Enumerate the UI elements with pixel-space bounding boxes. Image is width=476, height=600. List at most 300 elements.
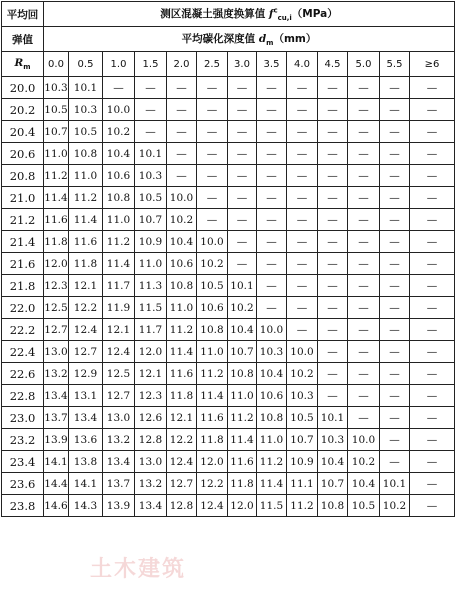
- strength-value-cell: 13.2: [103, 429, 135, 451]
- strength-value-cell: —: [410, 451, 455, 473]
- depth-header: [44, 27, 455, 52]
- strength-value-cell: —: [167, 121, 197, 143]
- strength-value-cell: 11.6: [44, 209, 69, 231]
- strength-value-cell: 12.0: [44, 253, 69, 275]
- strength-value-cell: 13.6: [69, 429, 103, 451]
- strength-value-cell: 11.5: [257, 495, 287, 517]
- strength-value-cell: 12.1: [135, 363, 167, 385]
- strength-value-cell: —: [410, 143, 455, 165]
- strength-value-cell: —: [197, 165, 228, 187]
- strength-value-cell: 10.3: [44, 77, 69, 99]
- strength-value-cell: —: [103, 77, 135, 99]
- strength-value-cell: —: [257, 143, 287, 165]
- depth-column-header: 1.5: [135, 52, 167, 77]
- strength-value-cell: —: [257, 99, 287, 121]
- strength-value-cell: —: [410, 165, 455, 187]
- strength-value-cell: —: [135, 99, 167, 121]
- strength-value-cell: 12.1: [103, 319, 135, 341]
- strength-value-cell: —: [228, 143, 257, 165]
- strength-value-cell: 13.8: [69, 451, 103, 473]
- strength-value-cell: 12.8: [167, 495, 197, 517]
- strength-value-cell: —: [318, 231, 348, 253]
- strength-value-cell: —: [410, 231, 455, 253]
- table-row: [2, 495, 455, 517]
- strength-value-cell: 11.4: [103, 253, 135, 275]
- strength-value-cell: 13.9: [44, 429, 69, 451]
- rebound-value-cell: 21.6: [2, 253, 44, 275]
- strength-value-cell: —: [318, 143, 348, 165]
- strength-value-cell: 10.2: [228, 297, 257, 319]
- strength-value-cell: —: [380, 275, 410, 297]
- table-row: [2, 165, 455, 187]
- strength-value-cell: 11.2: [257, 451, 287, 473]
- strength-value-cell: 10.5: [197, 275, 228, 297]
- strength-value-cell: 11.5: [135, 297, 167, 319]
- strength-value-cell: —: [287, 143, 318, 165]
- strength-value-cell: —: [318, 385, 348, 407]
- strength-value-cell: —: [380, 429, 410, 451]
- table-row: [2, 297, 455, 319]
- strength-value-cell: 10.5: [287, 407, 318, 429]
- strength-value-cell: 10.3: [69, 99, 103, 121]
- strength-value-cell: 10.6: [257, 385, 287, 407]
- strength-value-cell: 11.2: [44, 165, 69, 187]
- depth-column-header: 2.5: [197, 52, 228, 77]
- strength-value-cell: —: [318, 99, 348, 121]
- strength-value-cell: 11.0: [197, 341, 228, 363]
- strength-value-cell: 10.8: [69, 143, 103, 165]
- strength-value-cell: 11.6: [167, 363, 197, 385]
- strength-value-cell: 10.1: [228, 275, 257, 297]
- strength-value-cell: 12.4: [103, 341, 135, 363]
- strength-value-cell: —: [318, 187, 348, 209]
- rebound-value-cell: 21.4: [2, 231, 44, 253]
- rebound-value-cell: 23.4: [2, 451, 44, 473]
- strength-value-cell: —: [348, 341, 380, 363]
- strength-value-cell: 11.0: [228, 385, 257, 407]
- rebound-value-cell: 23.8: [2, 495, 44, 517]
- strength-value-cell: —: [197, 209, 228, 231]
- strength-value-cell: —: [257, 275, 287, 297]
- strength-value-cell: —: [318, 341, 348, 363]
- strength-value-cell: 11.2: [228, 407, 257, 429]
- strength-value-cell: 11.7: [103, 275, 135, 297]
- strength-value-cell: 10.4: [103, 143, 135, 165]
- strength-value-cell: —: [410, 187, 455, 209]
- strength-value-cell: 10.7: [318, 473, 348, 495]
- strength-value-cell: 12.3: [44, 275, 69, 297]
- strength-value-cell: —: [410, 495, 455, 517]
- strength-value-cell: —: [410, 407, 455, 429]
- strength-value-cell: 13.7: [103, 473, 135, 495]
- depth-unit: （mm）: [273, 32, 317, 45]
- strength-value-cell: 12.5: [44, 297, 69, 319]
- strength-value-cell: —: [257, 165, 287, 187]
- strength-value-cell: —: [348, 297, 380, 319]
- strength-value-cell: —: [318, 319, 348, 341]
- strength-value-cell: —: [318, 77, 348, 99]
- strength-value-cell: 11.4: [197, 385, 228, 407]
- table-row: [2, 209, 455, 231]
- strength-value-cell: 13.2: [44, 363, 69, 385]
- strength-value-cell: 10.8: [257, 407, 287, 429]
- table-row: [2, 143, 455, 165]
- strength-value-cell: 10.3: [135, 165, 167, 187]
- depth-column-header: 5.5: [380, 52, 410, 77]
- strength-value-cell: 10.0: [197, 231, 228, 253]
- depth-column-header: 0.5: [69, 52, 103, 77]
- table-row: [2, 275, 455, 297]
- strength-value-cell: 10.8: [197, 319, 228, 341]
- strength-sub: cu,i: [277, 14, 292, 23]
- table-row: [2, 121, 455, 143]
- strength-value-cell: —: [348, 253, 380, 275]
- rebound-value-cell: 22.8: [2, 385, 44, 407]
- strength-value-cell: —: [287, 121, 318, 143]
- strength-header: [44, 2, 455, 27]
- strength-value-cell: 11.4: [228, 429, 257, 451]
- table-row: [2, 253, 455, 275]
- strength-value-cell: —: [167, 99, 197, 121]
- strength-value-cell: 11.2: [103, 231, 135, 253]
- row-label-header-line2: 弹值: [2, 27, 44, 52]
- strength-value-cell: 11.8: [197, 429, 228, 451]
- strength-value-cell: —: [257, 253, 287, 275]
- strength-value-cell: 10.2: [348, 451, 380, 473]
- strength-value-cell: —: [410, 121, 455, 143]
- strength-value-cell: —: [348, 143, 380, 165]
- strength-value-cell: 14.4: [44, 473, 69, 495]
- table-row: [2, 341, 455, 363]
- rebound-value-cell: 22.2: [2, 319, 44, 341]
- strength-value-cell: —: [318, 363, 348, 385]
- table-row: [2, 319, 455, 341]
- strength-value-cell: —: [410, 341, 455, 363]
- strength-value-cell: —: [135, 77, 167, 99]
- strength-value-cell: 11.8: [44, 231, 69, 253]
- strength-value-cell: 11.4: [69, 209, 103, 231]
- strength-value-cell: —: [380, 385, 410, 407]
- rebound-value-cell: 21.2: [2, 209, 44, 231]
- rebound-value-cell: 22.0: [2, 297, 44, 319]
- strength-value-cell: —: [380, 209, 410, 231]
- table-row: [2, 363, 455, 385]
- depth-title: 平均碳化深度值: [181, 32, 256, 45]
- strength-value-cell: 11.6: [69, 231, 103, 253]
- strength-value-cell: 14.1: [44, 451, 69, 473]
- strength-value-cell: 12.8: [135, 429, 167, 451]
- strength-value-cell: —: [380, 363, 410, 385]
- strength-value-cell: —: [197, 143, 228, 165]
- strength-value-cell: 11.2: [287, 495, 318, 517]
- depth-column-header: 3.0: [228, 52, 257, 77]
- rm-sub: m: [23, 63, 31, 72]
- strength-value-cell: 10.7: [135, 209, 167, 231]
- strength-value-cell: 10.1: [69, 77, 103, 99]
- strength-value-cell: 10.2: [103, 121, 135, 143]
- strength-value-cell: 10.2: [380, 495, 410, 517]
- strength-value-cell: 10.0: [287, 341, 318, 363]
- strength-value-cell: —: [257, 297, 287, 319]
- strength-value-cell: —: [228, 77, 257, 99]
- table-row: [2, 385, 455, 407]
- strength-value-cell: —: [380, 121, 410, 143]
- rebound-value-cell: 22.4: [2, 341, 44, 363]
- strength-value-cell: —: [257, 187, 287, 209]
- table-row: [2, 231, 455, 253]
- strength-value-cell: 10.5: [69, 121, 103, 143]
- strength-value-cell: 10.0: [348, 429, 380, 451]
- strength-value-cell: —: [380, 143, 410, 165]
- depth-column-header: 1.0: [103, 52, 135, 77]
- strength-value-cell: 11.0: [69, 165, 103, 187]
- strength-value-cell: 10.4: [348, 473, 380, 495]
- watermark: 土木建筑: [90, 557, 187, 582]
- strength-value-cell: —: [380, 297, 410, 319]
- strength-value-cell: 13.9: [103, 495, 135, 517]
- strength-sup: c: [273, 6, 278, 15]
- strength-value-cell: 10.6: [103, 165, 135, 187]
- strength-value-cell: —: [318, 297, 348, 319]
- strength-value-cell: 13.7: [44, 407, 69, 429]
- strength-value-cell: 10.4: [228, 319, 257, 341]
- strength-value-cell: —: [228, 209, 257, 231]
- strength-symbol: f: [268, 7, 274, 20]
- strength-value-cell: —: [348, 275, 380, 297]
- strength-value-cell: —: [287, 231, 318, 253]
- strength-value-cell: 12.2: [167, 429, 197, 451]
- strength-value-cell: 12.5: [103, 363, 135, 385]
- table-row: [2, 429, 455, 451]
- rebound-value-cell: 20.2: [2, 99, 44, 121]
- strength-value-cell: —: [348, 121, 380, 143]
- strength-value-cell: —: [287, 165, 318, 187]
- rebound-value-cell: 21.0: [2, 187, 44, 209]
- strength-value-cell: 10.2: [287, 363, 318, 385]
- strength-value-cell: —: [380, 187, 410, 209]
- row-label-header-line1: 平均回: [2, 2, 44, 27]
- strength-value-cell: —: [348, 319, 380, 341]
- table-row: [2, 451, 455, 473]
- strength-value-cell: 11.8: [69, 253, 103, 275]
- depth-column-header: 3.5: [257, 52, 287, 77]
- strength-value-cell: —: [257, 77, 287, 99]
- strength-value-cell: 12.0: [135, 341, 167, 363]
- strength-value-cell: —: [380, 407, 410, 429]
- strength-value-cell: —: [348, 187, 380, 209]
- strength-unit: （MPa）: [291, 7, 338, 20]
- strength-value-cell: 10.8: [103, 187, 135, 209]
- strength-value-cell: 12.0: [197, 451, 228, 473]
- strength-value-cell: 12.7: [69, 341, 103, 363]
- strength-value-cell: 13.0: [44, 341, 69, 363]
- strength-value-cell: 10.1: [318, 407, 348, 429]
- strength-value-cell: 11.0: [167, 297, 197, 319]
- table-row: [2, 99, 455, 121]
- strength-value-cell: —: [380, 253, 410, 275]
- strength-value-cell: 10.9: [135, 231, 167, 253]
- row-label-symbol: [2, 52, 44, 77]
- strength-value-cell: —: [348, 385, 380, 407]
- strength-value-cell: —: [348, 407, 380, 429]
- strength-value-cell: 12.0: [228, 495, 257, 517]
- strength-value-cell: —: [287, 187, 318, 209]
- strength-value-cell: —: [318, 121, 348, 143]
- strength-value-cell: —: [380, 99, 410, 121]
- strength-value-cell: 10.0: [257, 319, 287, 341]
- strength-value-cell: —: [167, 143, 197, 165]
- rebound-value-cell: 21.8: [2, 275, 44, 297]
- strength-value-cell: —: [348, 77, 380, 99]
- strength-value-cell: —: [197, 187, 228, 209]
- depth-column-header: 2.0: [167, 52, 197, 77]
- strength-value-cell: —: [287, 275, 318, 297]
- strength-value-cell: 10.7: [287, 429, 318, 451]
- strength-value-cell: 13.4: [69, 407, 103, 429]
- depth-column-header: 0.0: [44, 52, 69, 77]
- strength-value-cell: 11.4: [44, 187, 69, 209]
- rebound-value-cell: 20.0: [2, 77, 44, 99]
- strength-value-cell: —: [410, 473, 455, 495]
- strength-value-cell: —: [228, 231, 257, 253]
- strength-value-cell: 11.2: [197, 363, 228, 385]
- strength-value-cell: —: [410, 297, 455, 319]
- strength-value-cell: 11.2: [167, 319, 197, 341]
- table-row: [2, 187, 455, 209]
- strength-value-cell: 10.6: [197, 297, 228, 319]
- strength-value-cell: 13.1: [69, 385, 103, 407]
- strength-value-cell: —: [380, 451, 410, 473]
- strength-value-cell: —: [380, 231, 410, 253]
- strength-value-cell: 12.7: [103, 385, 135, 407]
- depth-column-header: 5.0: [348, 52, 380, 77]
- strength-title: 测区混凝土强度换算值: [160, 7, 266, 20]
- strength-value-cell: 10.8: [318, 495, 348, 517]
- strength-value-cell: 11.0: [257, 429, 287, 451]
- strength-value-cell: 14.1: [69, 473, 103, 495]
- strength-value-cell: 12.9: [69, 363, 103, 385]
- rebound-value-cell: 23.0: [2, 407, 44, 429]
- strength-value-cell: —: [348, 165, 380, 187]
- strength-value-cell: —: [287, 297, 318, 319]
- strength-value-cell: 10.8: [228, 363, 257, 385]
- strength-value-cell: 10.6: [167, 253, 197, 275]
- strength-value-cell: 11.0: [135, 253, 167, 275]
- strength-value-cell: —: [287, 319, 318, 341]
- strength-value-cell: 10.8: [167, 275, 197, 297]
- strength-value-cell: 11.2: [69, 187, 103, 209]
- strength-value-cell: 10.9: [287, 451, 318, 473]
- rebound-value-cell: 23.6: [2, 473, 44, 495]
- strength-value-cell: 11.0: [103, 209, 135, 231]
- strength-value-cell: 10.2: [197, 253, 228, 275]
- strength-value-cell: 12.3: [135, 385, 167, 407]
- strength-value-cell: —: [410, 363, 455, 385]
- strength-value-cell: 12.4: [197, 495, 228, 517]
- strength-value-cell: —: [167, 165, 197, 187]
- strength-value-cell: 12.1: [167, 407, 197, 429]
- strength-value-cell: —: [287, 77, 318, 99]
- strength-value-cell: 10.4: [257, 363, 287, 385]
- strength-value-cell: 10.5: [348, 495, 380, 517]
- strength-value-cell: 10.3: [257, 341, 287, 363]
- strength-value-cell: —: [257, 121, 287, 143]
- strength-value-cell: 11.0: [44, 143, 69, 165]
- strength-value-cell: 10.3: [318, 429, 348, 451]
- strength-value-cell: —: [410, 77, 455, 99]
- strength-value-cell: —: [348, 363, 380, 385]
- strength-value-cell: —: [287, 99, 318, 121]
- strength-value-cell: 10.4: [318, 451, 348, 473]
- table-row: [2, 407, 455, 429]
- strength-value-cell: —: [197, 77, 228, 99]
- strength-value-cell: 11.8: [167, 385, 197, 407]
- strength-value-cell: 11.7: [135, 319, 167, 341]
- strength-value-cell: 12.2: [197, 473, 228, 495]
- strength-value-cell: 12.1: [69, 275, 103, 297]
- strength-value-cell: 11.9: [103, 297, 135, 319]
- strength-value-cell: —: [410, 429, 455, 451]
- strength-value-cell: 10.5: [44, 99, 69, 121]
- strength-value-cell: —: [410, 275, 455, 297]
- strength-value-cell: 10.4: [167, 231, 197, 253]
- strength-value-cell: —: [228, 99, 257, 121]
- strength-value-cell: 11.6: [228, 451, 257, 473]
- strength-value-cell: —: [197, 121, 228, 143]
- strength-conversion-table: [1, 1, 455, 517]
- strength-value-cell: —: [287, 209, 318, 231]
- rm-symbol: R: [14, 56, 24, 69]
- strength-value-cell: 14.6: [44, 495, 69, 517]
- strength-value-cell: —: [410, 99, 455, 121]
- strength-value-cell: —: [197, 99, 228, 121]
- strength-value-cell: —: [410, 253, 455, 275]
- strength-value-cell: —: [348, 209, 380, 231]
- strength-value-cell: 11.6: [197, 407, 228, 429]
- strength-value-cell: 10.0: [167, 187, 197, 209]
- table-row: [2, 473, 455, 495]
- strength-value-cell: 11.4: [167, 341, 197, 363]
- strength-value-cell: 11.4: [257, 473, 287, 495]
- strength-value-cell: 12.2: [69, 297, 103, 319]
- rebound-value-cell: 20.4: [2, 121, 44, 143]
- strength-value-cell: 12.4: [167, 451, 197, 473]
- strength-value-cell: —: [410, 319, 455, 341]
- strength-value-cell: —: [257, 231, 287, 253]
- strength-value-cell: 13.4: [135, 495, 167, 517]
- strength-value-cell: —: [318, 275, 348, 297]
- strength-value-cell: —: [348, 99, 380, 121]
- rebound-value-cell: 20.8: [2, 165, 44, 187]
- strength-value-cell: 14.3: [69, 495, 103, 517]
- strength-value-cell: 10.5: [135, 187, 167, 209]
- depth-column-header: 4.0: [287, 52, 318, 77]
- strength-value-cell: 12.7: [44, 319, 69, 341]
- strength-value-cell: —: [380, 341, 410, 363]
- strength-value-cell: 13.0: [135, 451, 167, 473]
- strength-value-cell: —: [228, 253, 257, 275]
- strength-value-cell: 13.4: [44, 385, 69, 407]
- strength-value-cell: 12.4: [69, 319, 103, 341]
- strength-value-cell: —: [135, 121, 167, 143]
- strength-value-cell: 11.8: [228, 473, 257, 495]
- strength-value-cell: —: [228, 165, 257, 187]
- strength-value-cell: —: [287, 253, 318, 275]
- table-row: [2, 77, 455, 99]
- rebound-value-cell: 22.6: [2, 363, 44, 385]
- strength-value-cell: —: [348, 231, 380, 253]
- strength-value-cell: 10.7: [228, 341, 257, 363]
